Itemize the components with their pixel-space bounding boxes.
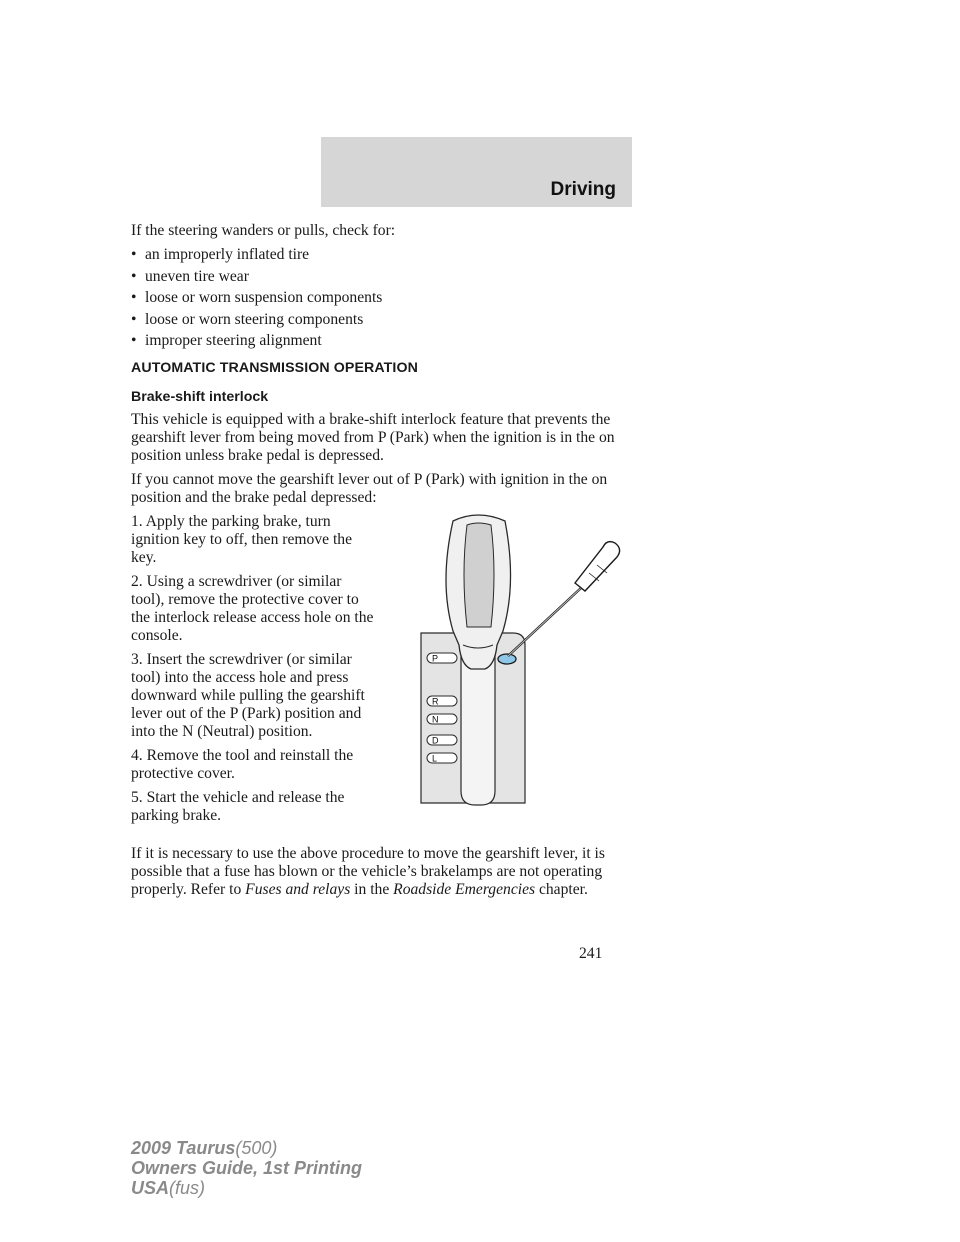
step-item: 1. Apply the parking brake, turn ignition key to off, then remove the key. [131, 513, 353, 566]
gearshift-interlock-illustration [413, 513, 633, 818]
bullet-icon: • [131, 267, 137, 285]
step-item: 5. Start the vehicle and release the parking brake. [131, 789, 345, 824]
bullet-icon: • [131, 332, 137, 349]
gear-label-r: R [432, 696, 439, 707]
check-list [131, 246, 641, 350]
page-content [131, 222, 641, 899]
step-item: 4. Remove the tool and reinstall the protective cover. [131, 747, 354, 782]
header-band [321, 137, 632, 207]
shift-lever-button [464, 523, 494, 627]
list-item: • loose or worn suspension components [131, 289, 383, 306]
screwdriver-icon [508, 542, 620, 656]
bullet-icon: • [131, 289, 137, 306]
list-item: • an improperly inflated tire [131, 246, 310, 263]
procedure-steps [131, 513, 378, 825]
interlock-condition: If you cannot move the gearshift lever out of P (Park) with ignition in the on position and the brake pedal depressed: [131, 471, 608, 506]
list-item: • improper steering alignment [131, 332, 322, 349]
gear-label-l: L [432, 753, 438, 764]
page-number: 241 [579, 945, 603, 962]
procedure-block [131, 513, 641, 825]
reference-fuses: Fuses and relays [245, 881, 351, 898]
bullet-icon: • [131, 310, 137, 328]
section-heading: AUTOMATIC TRANSMISSION OPERATION [131, 360, 418, 376]
gear-label-p: P [432, 653, 439, 664]
subsection-heading: Brake-shift interlock [131, 389, 269, 405]
step-item: 3. Insert the screwdriver (or similar tool) into the access hole and press downward while pulling the gearshift lever out of the P (Park) position and into the N (Neutral) position. [131, 651, 365, 740]
bullet-icon: • [131, 246, 137, 263]
list-item: • loose or worn steering components [131, 310, 364, 328]
gear-label-n: N [432, 714, 439, 725]
intro-text: If the steering wanders or pulls, check for: [131, 222, 396, 239]
list-item: • uneven tire wear [131, 267, 249, 285]
chapter-title: Driving [550, 179, 616, 200]
interlock-description: This vehicle is equipped with a brake-shift interlock feature that prevents the gearshift lever from being moved from P (Park) when the ignition is in the on position unless brake pedal is depressed. [131, 411, 615, 464]
reference-roadside: Roadside Emergencies [393, 881, 536, 898]
footer-imprint: 2009 Taurus(500) Owners Guide, 1st Printing USA(fus) [131, 1138, 363, 1198]
step-item: 2. Using a screwdriver (or similar tool), remove the protective cover to the interlock release access hole on the console. [131, 573, 374, 644]
access-hole [498, 654, 516, 664]
gear-label-d: D [432, 735, 439, 746]
closing-note: If it is necessary to use the above procedure to move the gearshift lever, it is possible that a fuse has blown or the vehicle’s brakelamps are not operating properly. Refer to Fuses and relays in the Roadside Emergencies chapter. [131, 845, 605, 898]
